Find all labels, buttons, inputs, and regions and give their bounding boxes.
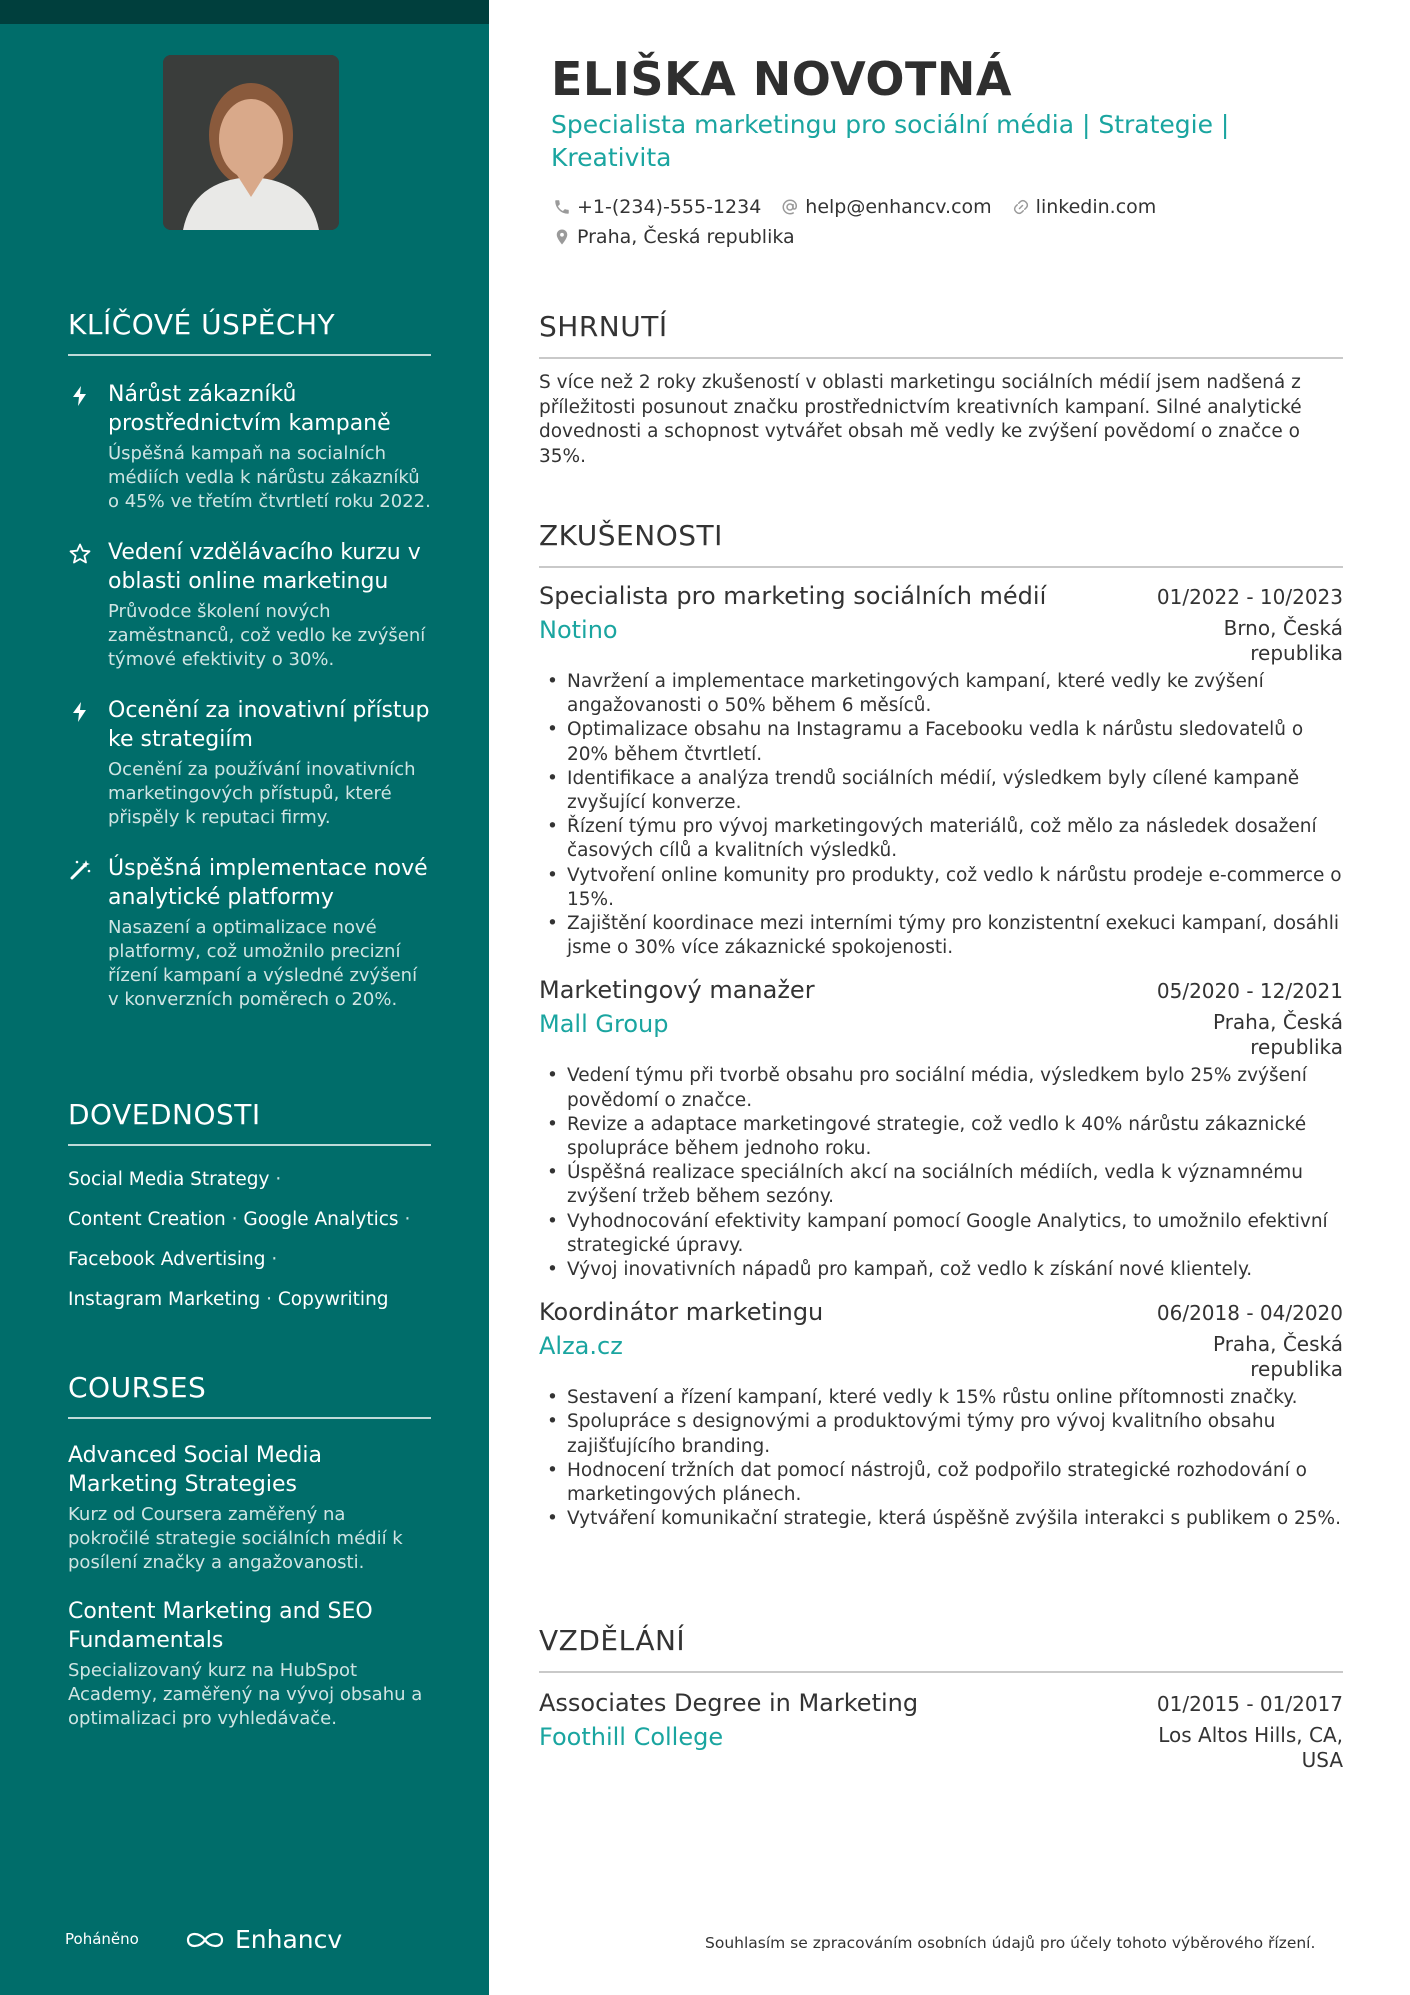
achievement-title: Úspěšná implementace nové analytické platformy (108, 856, 428, 910)
location-pin-icon (553, 228, 571, 246)
degree-title: Associates Degree in Marketing (539, 1689, 919, 1717)
experience-section (539, 519, 1343, 1531)
bullet-item: • Vývoj inovativních nápadů pro kampaň, což vedlo k získání nové klientely. (539, 1258, 1343, 1282)
contact-info (553, 192, 1313, 252)
bullet-item: • Zajištění koordinace mezi interními týmy pro konzistentní exekuci kampaní, dosáhli jsme o 30% více zákaznické spokojenosti. (539, 912, 1343, 960)
job-date: 05/2020 - 12/2021 (1156, 979, 1343, 1004)
candidate-subtitle: Specialista marketingu pro sociální média | Strategie | Kreativita (551, 110, 1230, 172)
experience-title: ZKUŠENOSTI (539, 519, 1343, 568)
skill-item: Social Media Strategy (68, 1169, 270, 1190)
bullet-item: • Sestavení a řízení kampaní, které vedly k 15% růstu online přítomnosti značky. (539, 1386, 1343, 1410)
job-date: 06/2018 - 04/2020 (1156, 1301, 1343, 1326)
bolt-icon (68, 700, 92, 724)
bullet-item: • Spolupráce s designovými a produktovými týmy pro vývoj kvalitního obsahu zajišťujícího branding. (539, 1410, 1343, 1458)
achievement-title: Ocenění za inovativní přístup ke strategiím (108, 698, 430, 752)
candidate-name: ELIŠKA NOVOTNÁ (551, 52, 1012, 106)
phone-icon (553, 198, 571, 216)
achievement-desc: Průvodce školení nových zaměstnanců, což vedlo ke zvýšení týmové efektivity o 30%. (108, 601, 426, 670)
company-name: Mall Group (539, 1010, 669, 1039)
summary-text: S více než 2 roky zkušeností v oblasti marketingu sociálních médií jsem nadšená z příležitosti posunout značku prostřednictvím kreativních kampaní. Silné analytické dovednosti a schopnost vytvářet obsah mě vedly ke zvýšení povědomí o značce o 35%. (539, 372, 1302, 467)
location-text: Praha, Česká republika (577, 226, 795, 248)
achievement-desc: Ocenění za používání inovativních marketingových přístupů, které přispěly k reputaci firmy. (108, 759, 416, 828)
job-title: Specialista pro marketing sociálních médií (539, 582, 1047, 610)
course-item (68, 1597, 431, 1731)
contact-email[interactable] (781, 196, 991, 218)
skill-item: Copywriting (277, 1289, 389, 1310)
summary-section (539, 310, 1343, 469)
achievement-desc: Nasazení a optimalizace nové platformy, což umožnilo precizní řízení kampaní a výsledné zvýšení v konverzních poměrech o 20%. (108, 917, 418, 1010)
job-title: Koordinátor marketingu (539, 1298, 824, 1327)
linkedin-text: linkedin.com (1035, 196, 1157, 218)
job-bullets (539, 670, 1343, 960)
course-title: Advanced Social Media Marketing Strategies (68, 1443, 322, 1497)
course-desc: Kurz od Coursera zaměřený na pokročilé strategie sociálních médií k posílení značky a angažovanosti. (68, 1504, 403, 1573)
job-entry (539, 1298, 1343, 1531)
company-name: Alza.cz (539, 1332, 623, 1361)
education-section (539, 1624, 1343, 1773)
achievement-title: Vedení vzdělávacího kurzu v oblasti online marketingu (108, 540, 421, 594)
courses-section (68, 1371, 431, 1731)
job-location: Praha, Česká republika (1212, 1010, 1343, 1060)
job-location: Praha, Česká republika (1212, 1332, 1343, 1382)
education-entry (539, 1689, 1343, 1773)
job-location: Brno, Česká republika (1223, 616, 1343, 665)
job-entry (539, 976, 1343, 1282)
sidebar (0, 0, 489, 1995)
company-name: Notino (539, 616, 618, 644)
star-icon (68, 542, 92, 566)
course-desc: Specializovaný kurz na HubSpot Academy, zaměřený na vývoj obsahu a optimalizaci pro vyhledávače. (68, 1660, 423, 1729)
contact-linkedin[interactable] (1012, 196, 1157, 218)
achievement-desc: Úspěšná kampaň na socialních médiích vedla k nárůstu zákazníků o 45% ve třetím čtvrtletí roku 2022. (108, 443, 431, 512)
infinity-logo-icon (183, 1929, 227, 1951)
skill-item: Content Creation (68, 1209, 226, 1230)
job-bullets (539, 1064, 1343, 1282)
education-date: 01/2015 - 01/2017 (1156, 1692, 1343, 1716)
brand-name: Enhancv (235, 1925, 343, 1954)
bullet-item: • Optimalizace obsahu na Instagramu a Facebooku vedla k nárůstu sledovatelů o 20% během čtvrtletí. (539, 718, 1343, 766)
powered-by-label: Poháněno (65, 1930, 139, 1948)
job-bullets (539, 1386, 1343, 1531)
magic-wand-icon (68, 858, 92, 882)
achievement-item (68, 696, 431, 830)
bullet-item: • Identifikace a analýza trendů sociálních médií, výsledkem byly cílené kampaně zvyšující konverze. (539, 767, 1343, 815)
course-item (68, 1441, 431, 1575)
consent-text: Souhlasím se zpracováním osobních údajů pro účely tohoto výběrového řízení. (705, 1934, 1316, 1952)
phone-text: +1-(234)-555-1234 (577, 196, 762, 218)
skill-item: Facebook Advertising (68, 1249, 266, 1270)
course-title: Content Marketing and SEO Fundamentals (68, 1599, 373, 1653)
enhancv-logo[interactable] (183, 1925, 342, 1954)
job-date: 01/2022 - 10/2023 (1156, 585, 1343, 609)
contact-phone[interactable] (553, 196, 761, 218)
sidebar-top-bar (0, 0, 489, 24)
skill-item: Instagram Marketing (68, 1289, 261, 1310)
bullet-item: • Hodnocení tržních dat pomocí nástrojů, což podpořilo strategické rozhodování o marketingových plánech. (539, 1459, 1343, 1507)
link-icon (1012, 198, 1030, 216)
school-location: Los Altos Hills, CA, USA (1158, 1723, 1343, 1772)
contact-location (553, 226, 795, 248)
bullet-item: • Navržení a implementace marketingových kampaní, které vedly ke zvýšení angažovanosti o 50% během 6 měsíců. (539, 670, 1343, 718)
achievement-item (68, 380, 431, 514)
achievement-title: Nárůst zákazníků prostřednictvím kampaně (108, 382, 391, 436)
bullet-item: • Vytváření komunikační strategie, která úspěšně zvýšila interakci s publikem o 25%. (539, 1507, 1343, 1531)
skills-title: DOVEDNOSTI (68, 1098, 431, 1146)
bullet-item: • Řízení týmu pro vývoj marketingových materiálů, což mělo za následek dosažení časových cílů a kvalitních výsledků. (539, 815, 1343, 863)
achievements-section (68, 308, 431, 1012)
bolt-icon (68, 384, 92, 408)
job-entry (539, 582, 1343, 960)
achievements-title: KLÍČOVÉ ÚSPĚCHY (68, 308, 431, 356)
education-title: VZDĚLÁNÍ (539, 1624, 1343, 1673)
school-name: Foothill College (539, 1723, 724, 1751)
achievement-item (68, 538, 431, 672)
bullet-item: • Vytvoření online komunity pro produkty, což vedlo k nárůstu prodeje e-commerce o 15%. (539, 864, 1343, 912)
courses-title: COURSES (68, 1371, 431, 1419)
achievement-item (68, 854, 431, 1012)
skills-list: Social Media Strategy · Content Creation · Google Analytics · Facebook Advertising · Instagram Marketing · Copywriting (68, 1169, 411, 1310)
summary-title: SHRNUTÍ (539, 310, 1343, 359)
skills-section (68, 1098, 431, 1320)
profile-photo (163, 55, 339, 230)
email-text: help@enhancv.com (805, 196, 992, 218)
at-icon (781, 198, 799, 216)
bullet-item: • Úspěšná realizace speciálních akcí na sociálních médiích, vedla k významnému zvýšení tržeb během sezóny. (539, 1161, 1343, 1209)
job-title: Marketingový manažer (539, 976, 815, 1005)
bullet-item: • Vedení týmu při tvorbě obsahu pro sociální média, výsledkem bylo 25% zvýšení povědomí o značce. (539, 1064, 1343, 1112)
skill-item: Google Analytics (243, 1209, 399, 1230)
bullet-item: • Revize a adaptace marketingové strategie, což vedlo k 40% nárůstu zákaznické spolupráce během jednoho roku. (539, 1113, 1343, 1161)
bullet-item: • Vyhodnocování efektivity kampaní pomocí Google Analytics, to umožnilo efektivní strategické úpravy. (539, 1210, 1343, 1258)
